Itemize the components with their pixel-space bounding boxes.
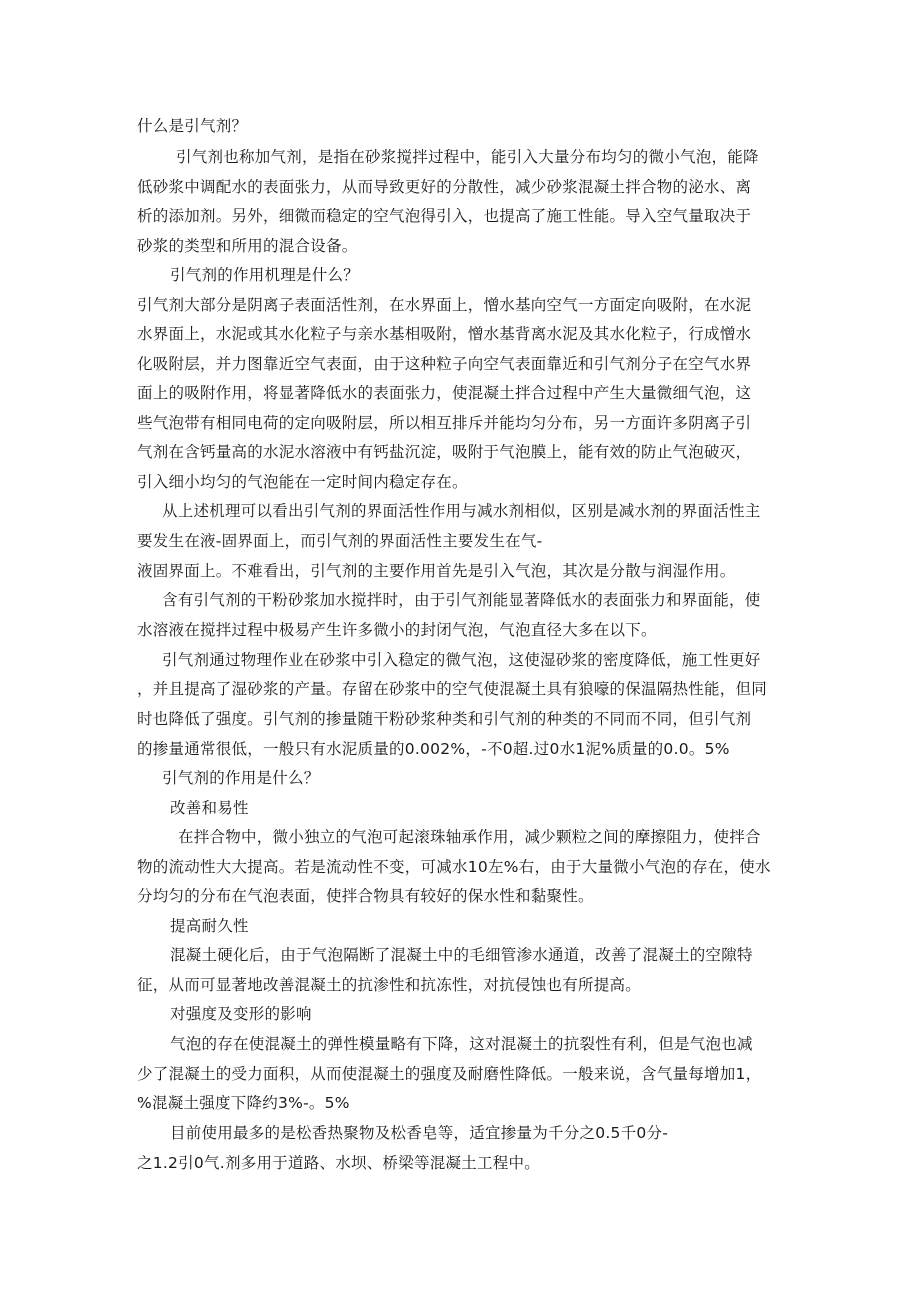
paragraph-line: 之1.2引0气.剂多用于道路、水坝、桥梁等混凝土工程中。 bbox=[137, 1154, 540, 1172]
subheading-workability: 改善和易性 bbox=[170, 799, 249, 817]
paragraph-line: 混凝土硬化后，由于气泡隔断了混凝土中的毛细管渗水通道，改善了混凝土的空隙特 bbox=[170, 946, 753, 964]
paragraph-line: 液固界面上。不难看出，引气剂的主要作用首先是引入气泡，其次是分散与润湿作用。 bbox=[137, 562, 736, 580]
paragraph-line: 含有引气剂的干粉砂浆加水搅拌时，由于引气剂能显著降低水的表面张力和界面能，使 bbox=[162, 591, 761, 609]
paragraph-line: 从上述机理可以看出引气剂的界面活性作用与减水剂相似，区别是减水剂的界面活性主 bbox=[162, 502, 761, 520]
paragraph-line: 气剂在含钙量高的水泥水溶液中有钙盐沉淀，吸附于气泡膜上，能有效的防止气泡破灭， bbox=[137, 443, 752, 461]
heading-mechanism: 引气剂的作用机理是什么？ bbox=[170, 266, 360, 284]
heading-what-is-air-entraining-agent: 什么是引气剂？ bbox=[137, 117, 248, 135]
paragraph-line: 气泡的存在使混凝土的弹性模量略有下降，这对混凝土的抗裂性有利，但是气泡也减 bbox=[170, 1035, 753, 1053]
paragraph-line: 低砂浆中调配水的表面张力，从而导致更好的分散性，减少砂浆混凝土拌合物的泌水、离 bbox=[137, 178, 752, 196]
paragraph-line: 砂浆的类型和所用的混合设备。 bbox=[137, 237, 358, 255]
paragraph-line: 征，从而可显著地改善混凝土的抗渗性和抗冻性，对抗侵蚀也有所提高。 bbox=[137, 976, 642, 994]
paragraph-line: 水溶液在搅拌过程中极易产生许多微小的封闭气泡，气泡直径大多在以下。 bbox=[137, 621, 657, 639]
paragraph-line: 水界面上，水泥或其水化粒子与亲水基相吸附，憎水基背离水泥及其水化粒子，行成憎水 bbox=[137, 325, 752, 343]
paragraph-line: %混凝土强度下降约3%-。5% bbox=[137, 1094, 350, 1112]
paragraph-line: 时也降低了强度。引气剂的掺量随干粉砂浆种类和引气剂的种类的不同而不同，但引气剂 bbox=[137, 710, 752, 728]
subheading-durability: 提高耐久性 bbox=[170, 917, 249, 935]
paragraph-line: 要发生在液-固界面上，而引气剂的界面活性主要发生在气- bbox=[137, 532, 543, 550]
paragraph-line: 引入细小均匀的气泡能在一定时间内稳定存在。 bbox=[137, 473, 468, 491]
paragraph-line: 的掺量通常很低，一般只有水泥质量的0.002%，-不0超.过0水1泥%质量的0.0。5% bbox=[137, 740, 730, 758]
paragraph-line: 面上的吸附作用，将显著降低水的表面张力，使混凝土拌合过程中产生大量微细气泡，这 bbox=[137, 384, 752, 402]
paragraph-line: 析的添加剂。另外，细微而稳定的空气泡得引入，也提高了施工性能。导入空气量取决于 bbox=[137, 207, 752, 225]
paragraph-line: 物的流动性大大提高。若是流动性不变，可减水10左%右，由于大量微小气泡的存在，使水 bbox=[137, 858, 771, 876]
paragraph-line: 引气剂通过物理作业在砂浆中引入稳定的微气泡，这使湿砂浆的密度降低，施工性更好 bbox=[162, 651, 761, 669]
paragraph-line: 引气剂也称加气剂，是指在砂浆搅拌过程中，能引入大量分布均匀的微小气泡，能降 bbox=[176, 148, 759, 166]
paragraph-line: 些气泡带有相同电荷的定向吸附层，所以相互排斥并能均匀分布，另一方面许多阴离子引 bbox=[137, 414, 752, 432]
paragraph-line: 引气剂大部分是阴离子表面活性剂，在水界面上，憎水基向空气一方面定向吸附，在水泥 bbox=[137, 296, 752, 314]
paragraph-line: 目前使用最多的是松香热聚物及松香皂等，适宜掺量为千分之0.5千0分- bbox=[170, 1124, 669, 1142]
paragraph-line: ，并且提高了湿砂浆的产量。存留在砂浆中的空气使混凝土具有狼嚎的保温隔热性能，但同 bbox=[137, 680, 768, 698]
subheading-strength-deformation: 对强度及变形的影响 bbox=[170, 1005, 312, 1023]
paragraph-line: 分均匀的分布在气泡表面，使拌合物具有较好的保水性和黏聚性。 bbox=[137, 887, 594, 905]
heading-function: 引气剂的作用是什么？ bbox=[162, 769, 320, 787]
paragraph-line: 少了混凝土的受力面积，从而使混凝土的强度及耐磨性降低。一般来说，含气量每增加1， bbox=[137, 1065, 762, 1083]
paragraph-line: 在拌合物中，微小独立的气泡可起滚珠轴承作用，减少颗粒之间的摩擦阻力，使拌合 bbox=[178, 828, 761, 846]
paragraph-line: 化吸附层，并力图靠近空气表面，由于这种粒子向空气表面靠近和引气剂分子在空气水界 bbox=[137, 355, 752, 373]
